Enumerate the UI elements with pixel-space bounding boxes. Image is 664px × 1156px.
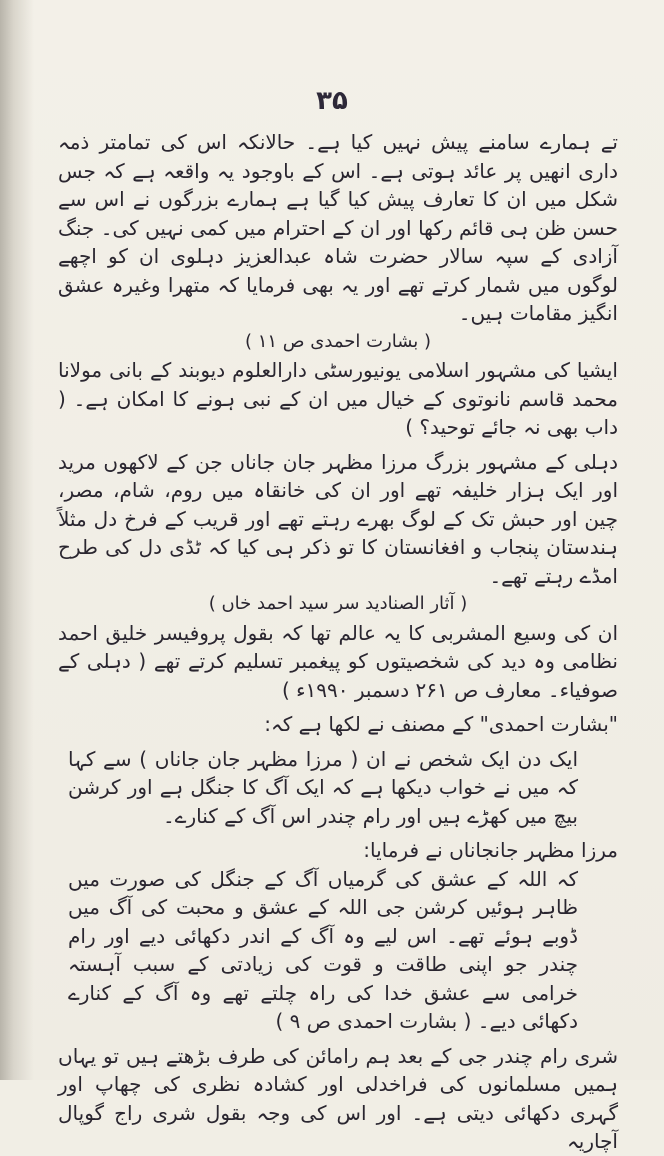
paragraph-4: ان کی وسیع المشربی کا یہ عالم تھا کہ بقول پروفیسر خلیق احمد نظامی وہ دید کی شخصیتوں کو پیغمبر تسلیم کرتے تھے ( دہلی کے صوفیاء۔ معارف ص ۲۶۱ دسمبر ۱۹۹۰ء )	[58, 620, 618, 702]
quote-2: کہ اللہ کے عشق کی گرمیاں آگ کے جنگل کی صورت میں ظاہر ہوئیں کرشن جی اللہ کے عشق و محبت کی آگ میں ڈوبے ہوئے تھے۔ اس لیے وہ آگ کے اندر دکھائی دیے اور رام چندر جو اپنی طاقت و قوت کی زیادتی کے سبب آہستہ خرامی سے عشق خدا کی راہ چلتے تھے وہ آگ کے کنارے دکھائی دیے۔ ( بشارت احمدی ص ۹ )	[68, 866, 578, 1033]
reference-1: ( بشارت احمدی ص ۱۱ )	[244, 330, 432, 352]
paragraph-3: دہلی کے مشہور بزرگ مرزا مظہر جان جاناں جن کے لاکھوں مرید اور ایک ہزار خلیفہ تھے اور ان کی خانقاہ میں روم، شام، مصر، چین اور حبش تک کے لوگ بھرے رہتے تھے اور قریب کے فرخ دل مثلاً ہندستان پنجاب و افغانستان کا تو ذکر ہی کیا کہ ٹڈی دل کی طرح امڈے رہتے تھے۔	[58, 449, 618, 588]
paragraph-2: ایشیا کی مشہور اسلامی یونیورسٹی دارالعلوم دیوبند کے بانی مولانا محمد قاسم نانوتوی کے خیال میں ان کے نبی ہونے کا امکان ہے۔ ( داب بھی نہ جائے توحید؟ )	[58, 358, 618, 439]
binding-shadow	[0, 0, 34, 1080]
quote-1: ایک دن ایک شخص نے ان ( مرزا مظہر جان جاناں ) سے کہا کہ میں نے خواب دیکھا ہے کہ ایک آگ کا جنگل ہے اور کرشن بیچ میں کھڑے ہیں اور رام چندر اس آگ کے کنارے۔	[68, 746, 578, 828]
paragraph-1: تے ہمارے سامنے پیش نہیں کیا ہے۔ حالانکہ اس کی تمامتر ذمہ داری انھیں پر عائد ہوتی ہے۔ اس کے باوجود یہ واقعہ ہے کہ جس شکل میں ان کا تعارف پیش کیا گیا ہے ہمارے بزرگوں نے اس سے حسن ظن ہی قائم رکھا اور ان کے احترام میں کمی نہیں کی۔ جنگ آزادی کے سپہ سالار حضرت شاہ عبدالعزیز دہلوی ان کو اچھے لوگوں میں شمار کرتے تھے اور یہ بھی فرمایا کہ متھرا وغیرہ عشق انگیز مقامات ہیں۔	[58, 130, 618, 325]
quote-intro-2: مرزا مظہر جانجاناں نے فرمایا:	[363, 838, 618, 862]
paragraph-5: شری رام چندر جی کے بعد ہم رامائن کی طرف بڑھتے ہیں تو یہاں ہمیں مسلمانوں کی فراخدلی اور کشادہ نظری کی چھاپ اور گہری دکھائی دیتی ہے۔ اور اس کی وجہ بقول شری راج گوپال آچاریہ	[58, 1043, 618, 1153]
page-number: ۳۵	[316, 86, 348, 116]
quote-intro-1: "بشارت احمدی" کے مصنف نے لکھا ہے کہ:	[264, 712, 618, 736]
page-body	[58, 128, 618, 1156]
reference-2: ( آثار الصنادید سر سید احمد خاں )	[208, 593, 468, 614]
